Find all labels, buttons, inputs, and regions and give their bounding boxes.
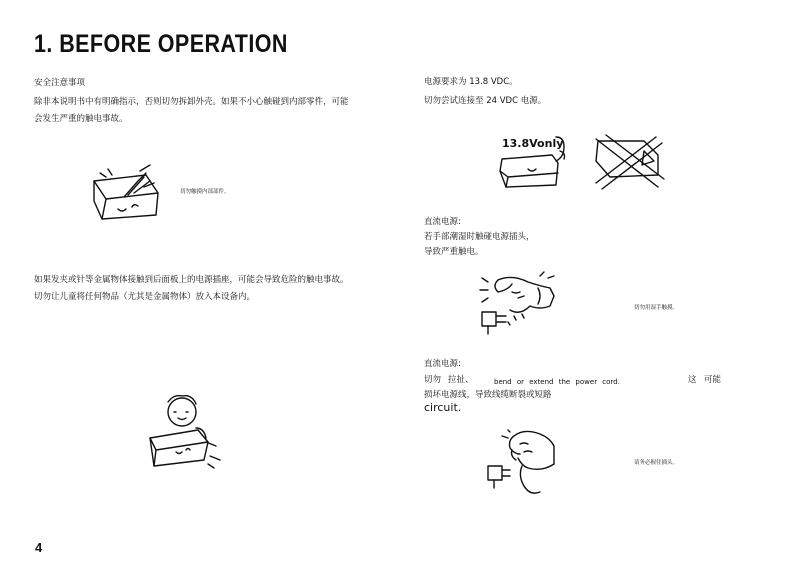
voltage-illustration: [498, 131, 673, 193]
wet-hand-illustration: [478, 272, 558, 336]
voltage-label: 13.8Vonly: [502, 137, 564, 150]
page-number: 4: [35, 540, 43, 555]
dc-text-2-e: 可能: [704, 375, 722, 385]
open-case-illustration: [88, 163, 168, 225]
dc-text-2-a: 切勿: [424, 375, 442, 385]
dc-text-2-d: 这: [688, 375, 697, 385]
caption-no-wet-hands: 切勿用湿手触摸。: [634, 305, 679, 311]
power-warning: 切勿尝试连接至 24 VDC 电源。: [424, 96, 547, 106]
paragraph-2-line-2: 切勿让儿童将任何物品（尤其是金属物体）放入本设备内。: [34, 292, 256, 302]
caption-do-not-touch: 切勿触摸内部部件。: [180, 189, 230, 195]
safety-heading: 安全注意事项: [34, 78, 86, 88]
caption-grip-plug: 请务必握住插头。: [634, 460, 679, 466]
dc-text-2-b: 拉扯、: [448, 375, 474, 385]
dc-text-2-line-3: circuit.: [424, 401, 462, 414]
dc-power-heading-2: 直流电源:: [424, 359, 461, 369]
dc-power-text-1-line-1: 若手部潮湿时触碰电源插头，: [424, 232, 535, 242]
paragraph-1-line-2: 会发生严重的触电事故。: [34, 114, 128, 124]
paragraph-2-line-1: 如果发夹或针等金属物体接触到后面板上的电源插座，可能会导致危险的触电事故。: [34, 275, 349, 285]
page-title: 1. BEFORE OPERATION: [34, 30, 288, 58]
dc-text-2-c: bend or extend the power cord.: [494, 378, 620, 386]
child-illustration: [146, 394, 232, 470]
paragraph-1-line-1: 除非本说明书中有明确指示，否则切勿拆卸外壳。如果不小心触碰到内部零件，可能: [34, 97, 349, 107]
dc-text-2-line-2: 损坏电源线，导致线缆断裂或短路: [424, 390, 552, 400]
grip-plug-illustration: [484, 430, 560, 494]
dc-power-heading-1: 直流电源:: [424, 217, 461, 227]
dc-power-text-1-line-2: 导致严重触电。: [424, 247, 484, 257]
power-requirement: 电源要求为 13.8 VDC。: [424, 77, 518, 87]
